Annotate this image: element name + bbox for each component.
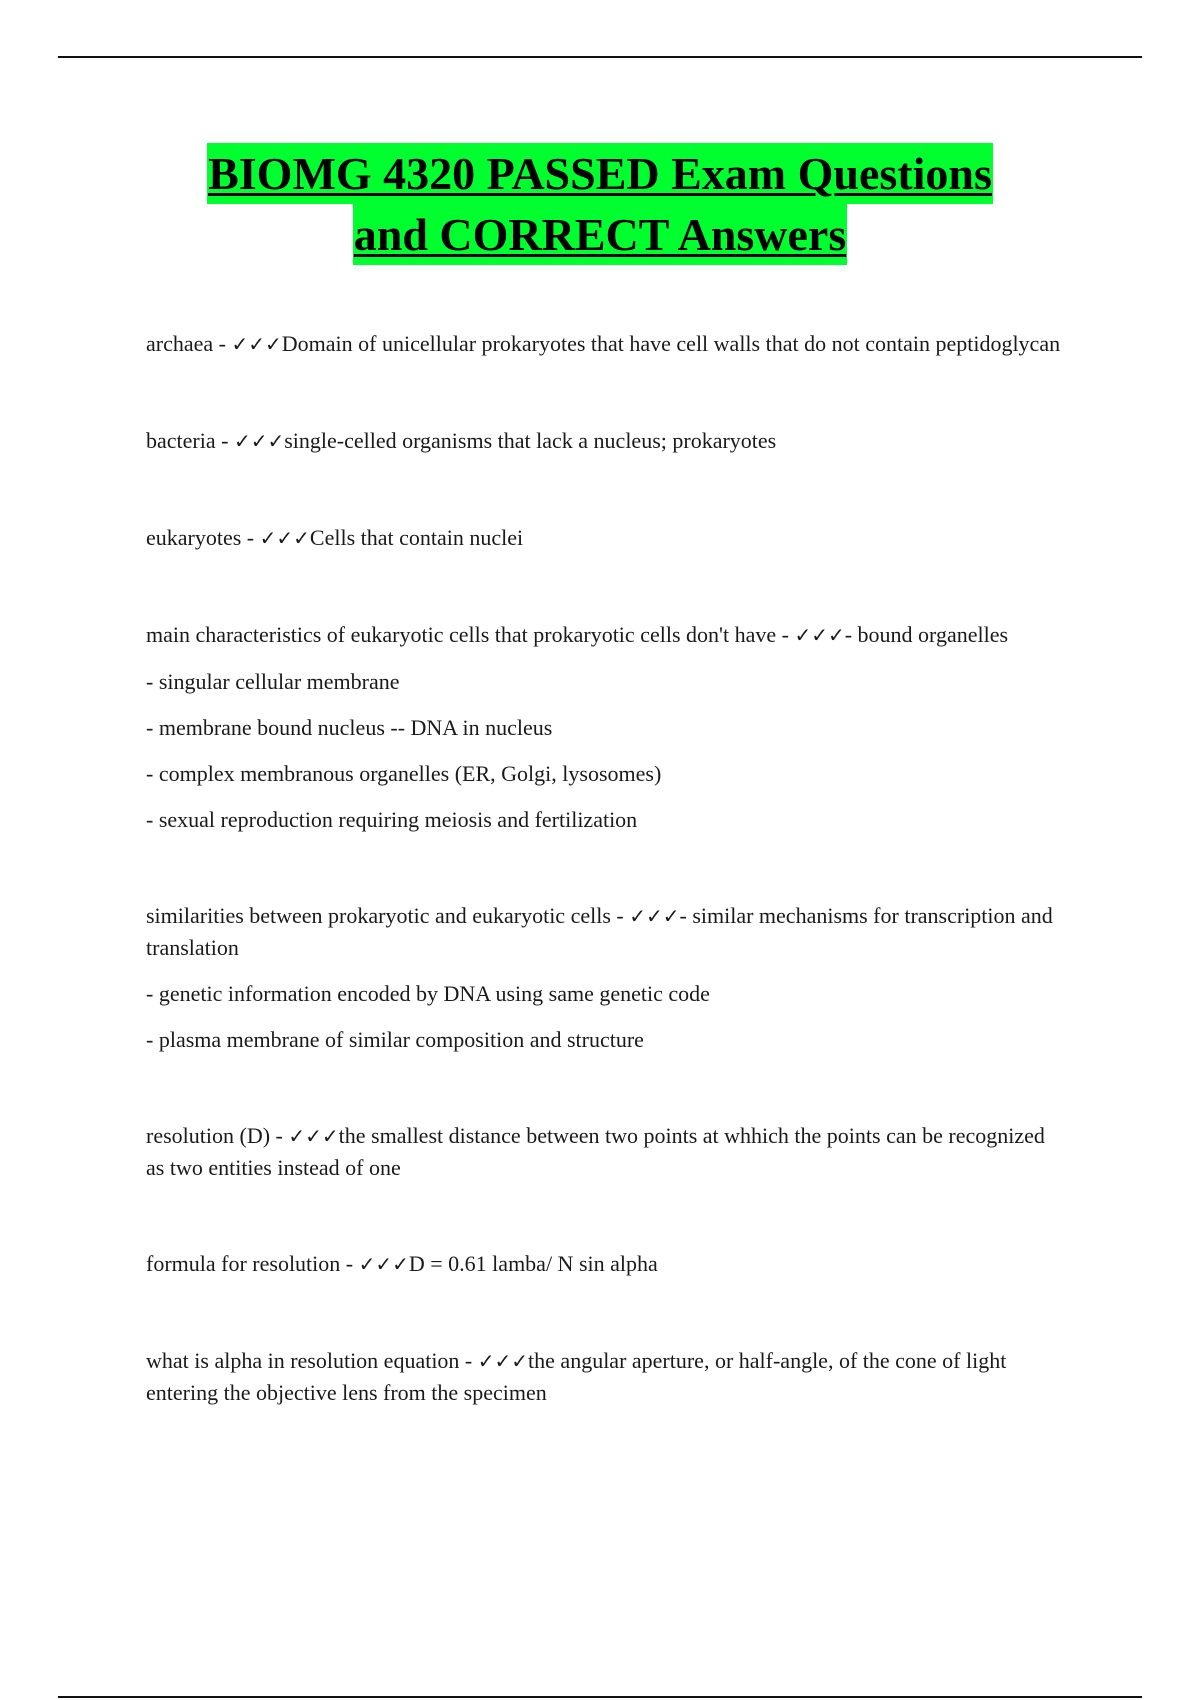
definition: Domain of unicellular prokaryotes that have cell walls that do not contain peptidoglycan	[281, 331, 1061, 356]
qa-text	[146, 328, 1066, 360]
qa-text	[146, 1248, 1066, 1280]
bullet-item: - complex membranous organelles (ER, Golgi, lysosomes)	[146, 761, 662, 786]
qa-entry-resolution	[146, 1120, 1066, 1183]
qa-entry-eukaryotes	[146, 522, 1066, 554]
qa-entry-eukaryotic-characteristics	[146, 619, 1066, 835]
definition: - similar mechanisms for transcription and translation	[146, 903, 1053, 960]
term: bacteria -	[146, 428, 234, 453]
term: similarities between prokaryotic and eukaryotic cells -	[146, 903, 630, 928]
definition: D = 0.61 lamba/ N sin alpha	[408, 1251, 658, 1276]
check-marks-icon: ✓✓✓	[477, 1349, 529, 1373]
term: formula for resolution -	[146, 1251, 359, 1276]
qa-text	[146, 1120, 1066, 1183]
bullet-item: - plasma membrane of similar composition and structure	[146, 1027, 644, 1052]
bottom-rule	[58, 1696, 1142, 1698]
title-line-2: and CORRECT Answers	[353, 204, 847, 265]
check-marks-icon: ✓✓✓	[794, 623, 845, 647]
qa-text	[146, 1345, 1066, 1408]
qa-text	[146, 900, 1066, 963]
definition: Cells that contain nuclei	[309, 525, 524, 550]
term: eukaryotes -	[146, 525, 260, 550]
term: what is alpha in resolution equation -	[146, 1348, 478, 1373]
qa-entry-similarities	[146, 900, 1066, 1055]
check-marks-icon: ✓✓✓	[629, 904, 680, 928]
qa-entry-resolution-formula	[146, 1248, 1066, 1280]
bullet-item: - membrane bound nucleus -- DNA in nucleus	[146, 715, 553, 740]
document-title	[0, 143, 1200, 265]
title-line-1: BIOMG 4320 PASSED Exam Questions	[207, 143, 993, 204]
definition: the smallest distance between two points at whhich the points can be recognized as two entities instead of one	[146, 1123, 1045, 1180]
check-marks-icon: ✓✓✓	[259, 526, 310, 550]
top-rule	[58, 56, 1142, 58]
qa-text	[146, 425, 1066, 457]
bullet-item: - sexual reproduction requiring meiosis and fertilization	[146, 807, 638, 832]
check-marks-icon: ✓✓✓	[231, 332, 282, 356]
term: resolution (D) -	[146, 1123, 289, 1148]
definition: the angular aperture, or half-angle, of the cone of light entering the objective lens from the specimen	[146, 1348, 1007, 1405]
qa-entry-archaea	[146, 328, 1066, 360]
term: archaea -	[146, 331, 232, 356]
check-marks-icon: ✓✓✓	[288, 1124, 339, 1148]
qa-text	[146, 619, 1066, 651]
qa-list	[146, 328, 1066, 1473]
bullet-item: - genetic information encoded by DNA using same genetic code	[146, 981, 710, 1006]
check-marks-icon: ✓✓✓	[233, 429, 285, 453]
definition: - bound organelles	[844, 622, 1009, 647]
term: main characteristics of eukaryotic cells that prokaryotic cells don't have -	[146, 622, 795, 647]
check-marks-icon: ✓✓✓	[358, 1252, 409, 1276]
bullet-item: - singular cellular membrane	[146, 669, 400, 694]
qa-entry-alpha	[146, 1345, 1066, 1408]
qa-text	[146, 522, 1066, 554]
qa-entry-bacteria	[146, 425, 1066, 457]
definition: single-celled organisms that lack a nucleus; prokaryotes	[284, 428, 777, 453]
